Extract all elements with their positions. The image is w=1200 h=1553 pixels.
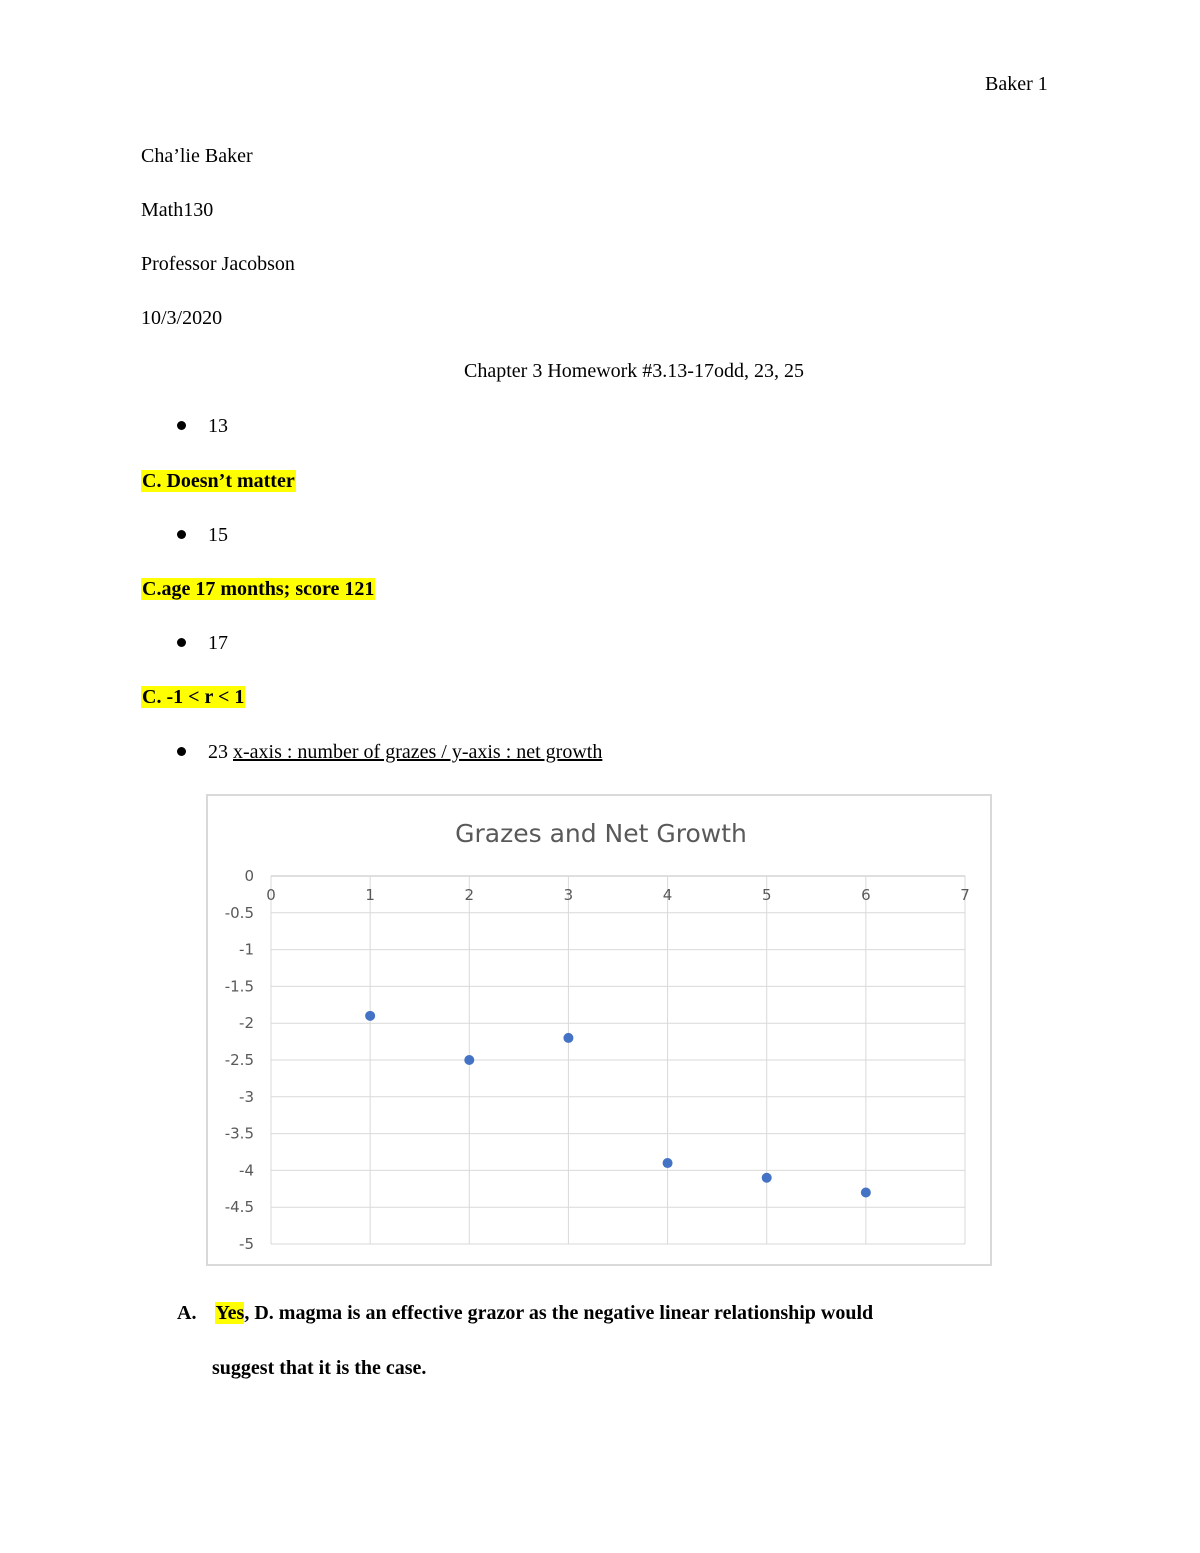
- y-tick-label: -5: [239, 1235, 254, 1253]
- y-tick-label: -3: [239, 1087, 254, 1106]
- answer-line: [141, 683, 245, 711]
- data-point: [762, 1173, 772, 1183]
- x-tick-label: 5: [761, 886, 772, 904]
- bullet-icon: [177, 638, 186, 647]
- question-number: 13: [208, 415, 228, 437]
- x-tick-label: 1: [365, 886, 375, 904]
- highlighted-answer: C. Doesn’t matter: [142, 470, 295, 492]
- highlighted-yes: Yes: [215, 1302, 245, 1324]
- x-tick-label: 7: [960, 886, 970, 904]
- question-number: 17: [208, 632, 228, 654]
- question-number: 23: [208, 741, 228, 763]
- bullet-icon: [177, 421, 186, 430]
- y-tick-label: -0.5: [224, 903, 254, 922]
- highlighted-answer: C. -1 < r < 1: [142, 686, 245, 708]
- list-item: [177, 630, 228, 656]
- data-point: [861, 1187, 871, 1197]
- y-tick-label: -2.5: [224, 1051, 254, 1069]
- answer-text: , D. magma is an effective grazor as the negative linear relationship would: [244, 1302, 874, 1324]
- answer-label: A.: [177, 1302, 197, 1324]
- x-tick-label: 3: [563, 886, 574, 904]
- chart-canvas: [208, 796, 994, 1268]
- list-item: [177, 739, 602, 765]
- data-point: [464, 1055, 474, 1065]
- bullet-icon: [177, 530, 186, 539]
- final-answer-line-2: suggest that it is the case.: [212, 1357, 427, 1379]
- professor-name: Professor Jacobson: [141, 253, 295, 275]
- bullet-icon: [177, 747, 186, 756]
- y-tick-label: -4: [239, 1161, 254, 1180]
- x-tick-label: 0: [266, 886, 276, 904]
- list-item: [177, 413, 228, 439]
- y-tick-label: -1: [239, 940, 254, 959]
- course-name: Math130: [141, 199, 214, 221]
- list-item: [177, 522, 228, 548]
- scatter-chart: [206, 794, 992, 1266]
- y-tick-label: -1.5: [224, 977, 254, 996]
- date: 10/3/2020: [141, 307, 223, 329]
- answer-line: [141, 575, 375, 603]
- x-tick-label: 2: [464, 886, 475, 904]
- y-tick-label: -4.5: [224, 1198, 254, 1217]
- highlighted-answer: C.age 17 months; score 121: [142, 578, 375, 600]
- answer-line: [141, 467, 296, 495]
- x-tick-label: 4: [662, 886, 673, 904]
- page-header: Baker 1: [985, 73, 1048, 95]
- data-point: [365, 1011, 375, 1021]
- final-answer-line-1: [177, 1302, 873, 1325]
- question-number: 15: [208, 524, 228, 546]
- author-name: Cha’lie Baker: [141, 145, 253, 167]
- y-tick-label: -2: [239, 1014, 254, 1033]
- document-title: Chapter 3 Homework #3.13-17odd, 23, 25: [464, 360, 804, 382]
- data-point: [663, 1158, 673, 1168]
- data-point: [563, 1033, 573, 1043]
- axis-description: x-axis : number of grazes / y-axis : net growth: [233, 741, 603, 763]
- y-tick-label: -3.5: [224, 1124, 254, 1143]
- y-tick-label: 0: [244, 867, 254, 885]
- chart-title: Grazes and Net Growth: [455, 819, 747, 848]
- x-tick-label: 6: [861, 886, 871, 904]
